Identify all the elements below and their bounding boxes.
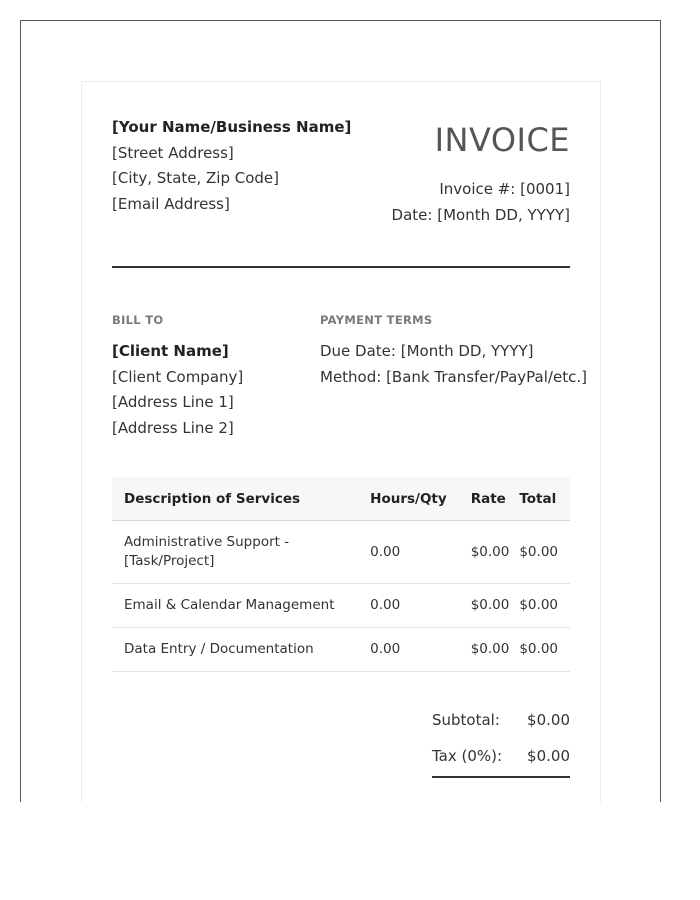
payment-terms-section [320, 313, 587, 390]
tax-label: Tax (0%): [432, 747, 503, 765]
sender-city: [City, State, Zip Code] [112, 169, 280, 187]
table-row [112, 521, 570, 584]
tax-value: $0.00 [527, 747, 570, 765]
header-rate: Rate [459, 477, 520, 521]
table-header-row [112, 477, 570, 521]
invoice-number: Invoice #: [0001] [439, 180, 570, 198]
table-row [112, 584, 570, 628]
sender-email: [Email Address] [112, 194, 230, 213]
invoice-meta [392, 176, 570, 228]
invoice-title: INVOICE [434, 121, 570, 159]
row-rate: $0.00 [459, 628, 520, 672]
row-qty: 0.00 [358, 584, 459, 628]
row-total: $0.00 [519, 584, 570, 628]
services-table [112, 477, 570, 672]
row-total: $0.00 [519, 521, 570, 584]
subtotal-row [432, 706, 570, 742]
client-address-line-1: [Address Line 1] [112, 393, 234, 411]
client-name: [Client Name] [112, 342, 229, 360]
subtotal-label: Subtotal: [432, 711, 500, 729]
payment-terms-label: PAYMENT TERMS [320, 313, 433, 327]
table-row [112, 628, 570, 672]
sender-street: [Street Address] [112, 143, 234, 162]
tax-row [432, 742, 570, 778]
bill-to-section [112, 313, 243, 441]
due-date: Due Date: [Month DD, YYYY] [320, 342, 534, 360]
client-address-line-2: [Address Line 2] [112, 418, 234, 437]
payment-method: Method: [Bank Transfer/PayPal/etc.] [320, 367, 587, 386]
row-description: Administrative Support - [Task/Project] [112, 521, 358, 584]
sender-block [112, 115, 351, 217]
row-rate: $0.00 [459, 584, 520, 628]
row-description: Email & Calendar Management [112, 584, 358, 628]
header-total: Total [519, 477, 570, 521]
row-rate: $0.00 [459, 521, 520, 584]
invoice-date: Date: [Month DD, YYYY] [391, 206, 570, 224]
row-qty: 0.00 [358, 521, 459, 584]
row-qty: 0.00 [358, 628, 459, 672]
row-total: $0.00 [519, 628, 570, 672]
row-description: Data Entry / Documentation [112, 628, 358, 672]
sender-name: [Your Name/Business Name] [112, 118, 352, 136]
header-divider [112, 266, 570, 268]
header-description: Description of Services [112, 477, 358, 521]
header-hours-qty: Hours/Qty [358, 477, 459, 521]
bill-to-label: BILL TO [112, 313, 164, 327]
subtotal-value: $0.00 [527, 711, 570, 729]
totals-section [432, 706, 570, 778]
client-company: [Client Company] [112, 367, 244, 386]
invoice-header [392, 120, 570, 228]
